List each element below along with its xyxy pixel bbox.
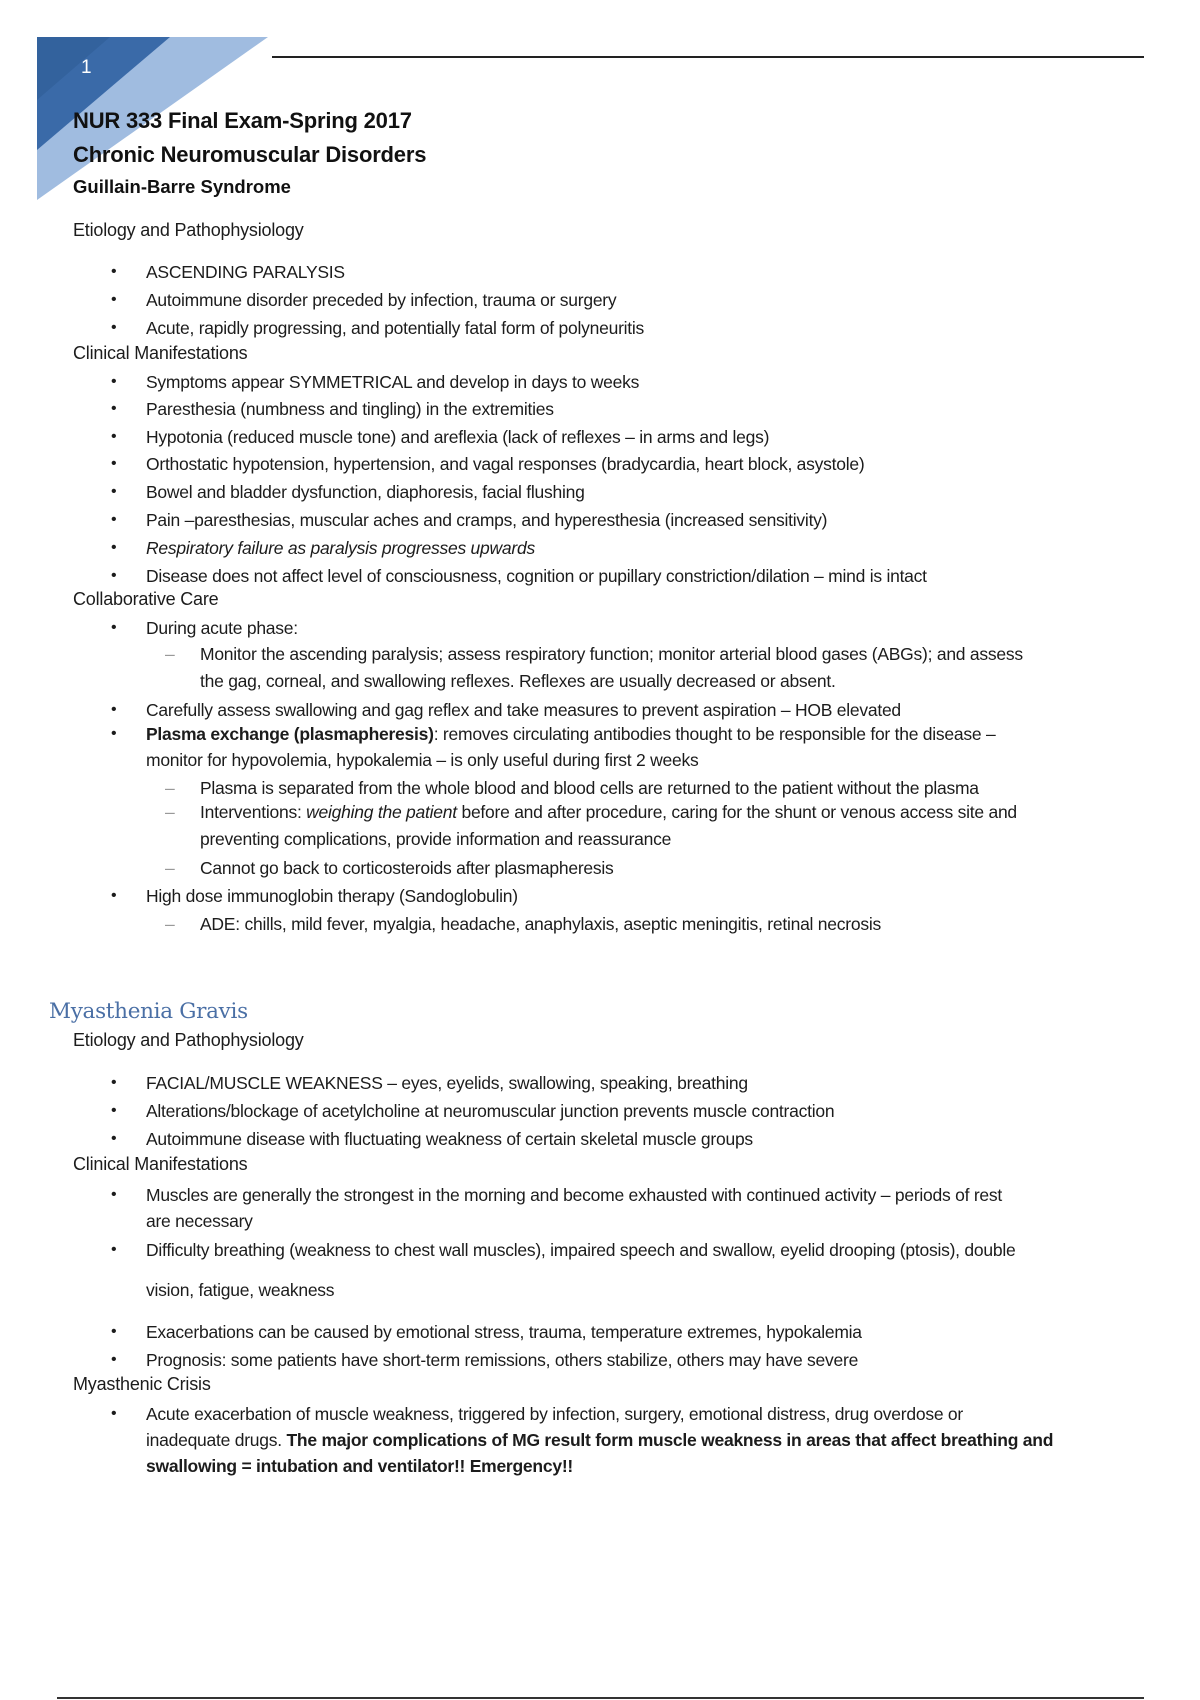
italic-text: weighing the patient: [306, 802, 457, 822]
list-item: • Prognosis: some patients have short-term remissions, others stabilize, others may have severe: [146, 1347, 1146, 1373]
italic-text: Respiratory failure as paralysis progresses upwards: [146, 538, 535, 558]
sub-list-item: – Plasma is separated from the whole blood and blood cells are returned to the patient without the plasma: [200, 775, 1145, 802]
text-line: Acute exacerbation of muscle weakness, triggered by infection, surgery, emotional distress, drug overdose or: [146, 1404, 963, 1424]
mg-etiology-heading: Etiology and Pathophysiology: [73, 1030, 304, 1050]
list-item: • Pain –paresthesias, muscular aches and cramps, and hyperesthesia (increased sensitivity): [146, 507, 1146, 533]
text-line: Difficulty breathing (weakness to chest wall muscles), impaired speech and swallow, eyelid drooping (ptosis), double: [146, 1240, 1016, 1260]
title-block: [73, 104, 426, 202]
list-item: • ASCENDING PARALYSIS: [146, 259, 1146, 285]
list-item: • Alterations/blockage of acetylcholine at neuromuscular junction prevents muscle contraction: [146, 1098, 1146, 1124]
list-item: [146, 1237, 1146, 1303]
list-item: • During acute phase:: [146, 615, 1146, 641]
gbs-etiology-heading: Etiology and Pathophysiology: [73, 220, 304, 240]
list-item: • Symptoms appear SYMMETRICAL and develop in days to weeks: [146, 369, 1146, 395]
list-item: • High dose immunoglobin therapy (Sandoglobulin): [146, 883, 1146, 909]
gbs-clinical-heading: Clinical Manifestations: [73, 343, 248, 363]
text-line: are necessary: [146, 1211, 253, 1231]
list-item: • Bowel and bladder dysfunction, diaphoresis, facial flushing: [146, 479, 1146, 505]
list-item: • Autoimmune disease with fluctuating weakness of certain skeletal muscle groups: [146, 1126, 1146, 1152]
text-line: Muscles are generally the strongest in the morning and become exhausted with continued activity – periods of rest: [146, 1185, 1002, 1205]
text-line: Monitor the ascending paralysis; assess respiratory function; monitor arterial blood gases (ABGs); and assess: [200, 644, 1023, 664]
list-item: [146, 1182, 1146, 1234]
list-item: • Disease does not affect level of consciousness, cognition or pupillary constriction/dilation – mind is intact: [146, 563, 1146, 589]
text-line: preventing complications, provide information and reassurance: [200, 829, 672, 849]
sub-list-item: – Cannot go back to corticosteroids after plasmapheresis: [200, 855, 1145, 882]
list-item: • Hypotonia (reduced muscle tone) and areflexia (lack of reflexes – in arms and legs): [146, 424, 1146, 450]
text-line: inadequate drugs.: [146, 1430, 287, 1450]
text-line: the gag, corneal, and swallowing reflexes. Reflexes are usually decreased or absent.: [200, 671, 836, 691]
sub-list-item: [200, 799, 1145, 853]
sub-list-item: – ADE: chills, mild fever, myalgia, headache, anaphylaxis, aseptic meningitis, retinal necrosis: [200, 911, 1145, 938]
bold-text: Plasma exchange (plasmapheresis): [146, 724, 434, 744]
mg-crisis-heading: Myasthenic Crisis: [73, 1374, 211, 1394]
bold-text: swallowing = intubation and ventilator!! Emergency!!: [146, 1456, 573, 1476]
text-line: Interventions:: [200, 802, 307, 822]
document-subtitle: Chronic Neuromuscular Disorders: [73, 142, 427, 167]
list-item: [146, 535, 1146, 561]
list-item: • Orthostatic hypotension, hypertension, and vagal responses (bradycardia, heart block, asystole): [146, 451, 1146, 477]
list-item: • Acute, rapidly progressing, and potentially fatal form of polyneuritis: [146, 315, 1146, 341]
mg-clinical-heading: Clinical Manifestations: [73, 1154, 248, 1174]
text-line: : removes circulating antibodies thought to be responsible for the disease –: [433, 724, 996, 744]
list-item: [146, 721, 1146, 773]
list-item: • FACIAL/MUSCLE WEAKNESS – eyes, eyelids, swallowing, speaking, breathing: [146, 1070, 1146, 1096]
section-title-gbs: Guillain-Barre Syndrome: [73, 176, 291, 197]
list-item: • Autoimmune disorder preceded by infection, trauma or surgery: [146, 287, 1146, 313]
header-rule: [272, 56, 1144, 58]
bold-text: The major complications of MG result form muscle weakness in areas that affect breathing and: [286, 1430, 1054, 1450]
list-item: [146, 1401, 1146, 1479]
list-item: • Paresthesia (numbness and tingling) in the extremities: [146, 396, 1146, 422]
text-line: monitor for hypovolemia, hypokalemia – is only useful during first 2 weeks: [146, 750, 699, 770]
section-title-mg: Myasthenia Gravis: [49, 999, 248, 1024]
sub-list-item: [200, 641, 1145, 695]
gbs-care-heading: Collaborative Care: [73, 589, 219, 609]
list-item: • Carefully assess swallowing and gag reflex and take measures to prevent aspiration – HOB elevated: [146, 697, 1146, 723]
document-title: NUR 333 Final Exam-Spring 2017: [73, 108, 412, 133]
page-number: 1: [81, 57, 92, 78]
footer-rule: [57, 1697, 1144, 1699]
list-item: • Exacerbations can be caused by emotional stress, trauma, temperature extremes, hypokalemia: [146, 1319, 1146, 1345]
text-line: vision, fatigue, weakness: [146, 1280, 335, 1300]
text-line: before and after procedure, caring for the shunt or venous access site and: [456, 802, 1017, 822]
